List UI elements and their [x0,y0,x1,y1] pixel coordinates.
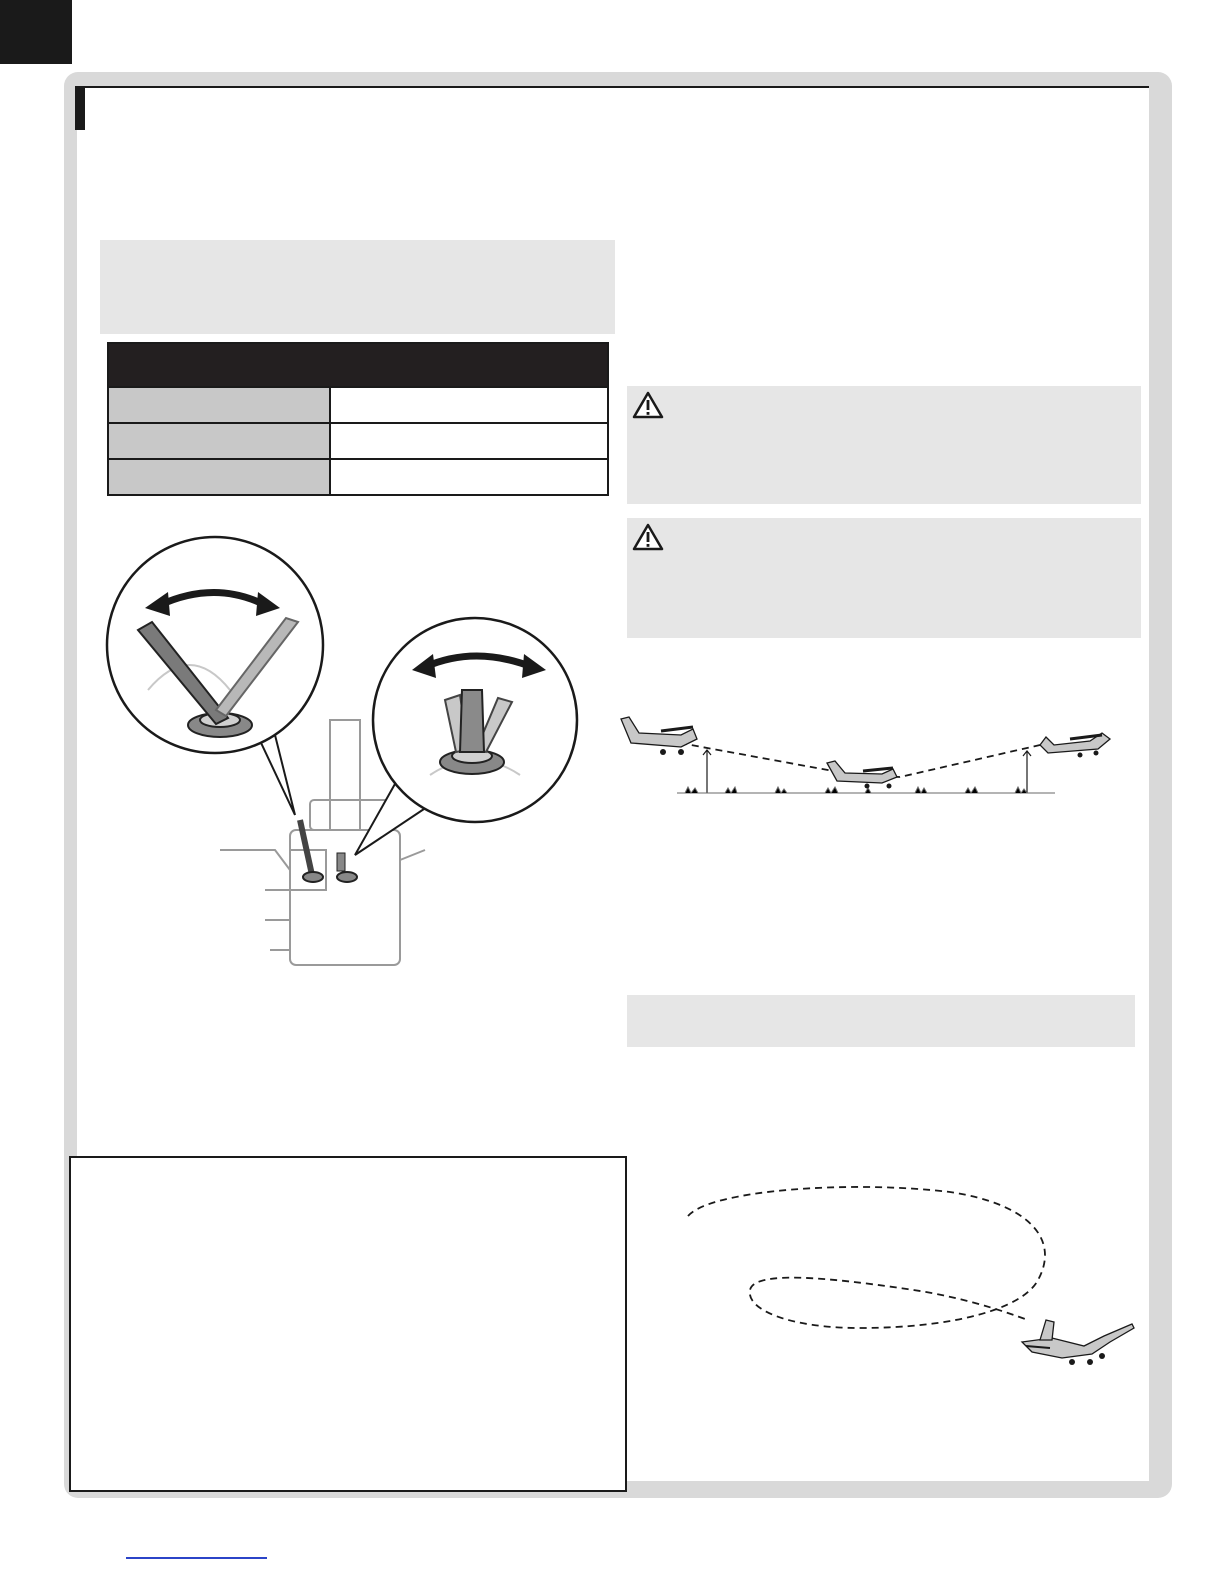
table-header-row [108,343,608,387]
table-label-cell [108,423,330,459]
small-switch-base-2 [337,872,357,882]
section-heading-marker [75,86,85,130]
table-header-cell [108,343,608,387]
language-tab [0,0,72,64]
settings-table [107,342,609,496]
table-row [108,459,608,495]
table-label-cell [108,387,330,423]
airplane-climbout [1040,733,1110,758]
flight-pattern-dashed [688,1187,1045,1328]
table-row [108,387,608,423]
transmitter-handle-left [220,850,290,870]
warning-triangle-icon [632,391,664,419]
transmitter-handle-right [400,850,425,860]
airplane-banking [1022,1320,1134,1365]
warning-box-2 [627,518,1141,638]
transmitter-grip-lines [265,890,290,950]
flight-path-dashed [680,743,1040,777]
table-value-cell [330,459,608,495]
warning-triangle-icon [632,523,664,551]
warning-box-1 [627,386,1141,504]
touch-and-go-illustration [615,705,1125,805]
table-value-cell [330,387,608,423]
table-label-cell [108,459,330,495]
table-row [108,423,608,459]
tip-box [69,1156,627,1492]
note-box [627,995,1135,1047]
airplane-touchdown [827,761,897,789]
transmitter-antenna [330,720,360,830]
flight-pattern-illustration [650,1170,1140,1380]
small-switch-base [303,872,323,882]
airplane-approach [621,717,697,755]
intro-note-box [100,240,615,334]
table-value-cell [330,423,608,459]
footer-link-underline[interactable] [126,1557,267,1559]
small-wing-switch [337,853,345,871]
transmitter-switch-illustration [100,530,600,970]
